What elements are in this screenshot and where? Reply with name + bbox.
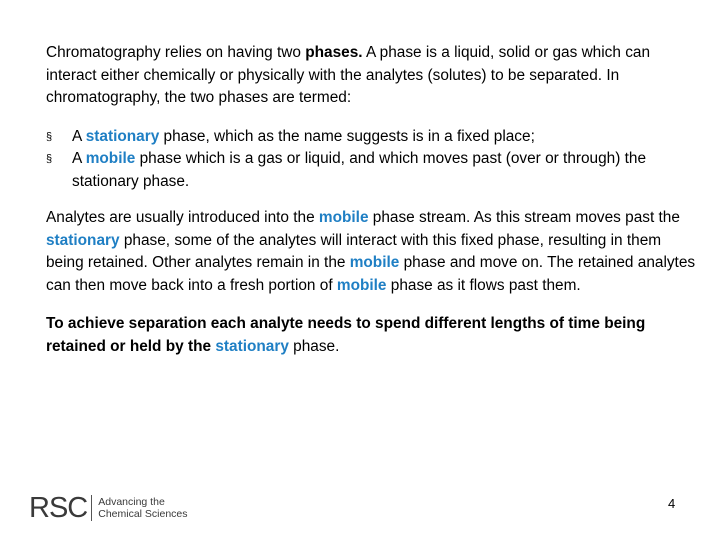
logo-divider (91, 495, 92, 521)
bullet-text: A (72, 127, 86, 145)
phases-term: phases. (305, 44, 363, 61)
logo-tagline (98, 496, 187, 520)
stationary-term: stationary (85, 127, 160, 145)
middle-text: phase, some of the analytes will interact with this fixed phase, resulting in them being retained. Other analytes remain in the (46, 231, 662, 271)
middle-text: Analytes are usually introduced into the (46, 209, 319, 226)
intro-text-1: Chromatography relies on having two (46, 44, 306, 61)
bullet-text: A (72, 150, 86, 167)
list-item-stationary (46, 126, 696, 149)
middle-paragraph (46, 207, 696, 297)
tagline-line-1: Advancing the (98, 496, 165, 508)
rsc-logo (29, 492, 188, 524)
middle-text: phase as it flows past them. (386, 276, 581, 294)
tagline-line-2: Chemical Sciences (98, 508, 188, 520)
conclusion-text: phase. (288, 337, 340, 355)
bullet-icon: § (46, 153, 53, 165)
conclusion-paragraph (46, 313, 696, 358)
mobile-term: mobile (349, 254, 400, 271)
slide-content (46, 42, 696, 358)
middle-text: phase stream. As this stream moves past the (368, 209, 680, 226)
logo-wordmark: RSC (29, 492, 88, 524)
bullet-text: phase which is a gas or liquid, and which moves past (over or through) the stationary phase. (72, 150, 647, 190)
intro-text-2: A phase is a liquid, solid or gas which can interact either chemically or physically with the analytes (solutes) to be separated. In chromatography, the two phases are termed: (46, 44, 651, 106)
bullet-text: phase, which as the name suggests is in a fixed place; (159, 127, 535, 145)
phase-list (46, 126, 696, 194)
conclusion-text: To achieve separation each analyte needs to spend different lengths of time being retained or held by the (46, 315, 646, 355)
mobile-term: mobile (318, 209, 369, 226)
mobile-term: mobile (336, 276, 387, 294)
intro-paragraph (46, 42, 696, 110)
list-item-mobile (46, 148, 696, 193)
mobile-term: mobile (85, 150, 136, 167)
stationary-term: stationary (215, 337, 289, 355)
middle-text: phase and move on. The retained analytes can then move back into a fresh portion of (46, 254, 696, 294)
page-number: 4 (668, 496, 676, 511)
bullet-icon: § (46, 130, 53, 143)
stationary-term: stationary (46, 231, 120, 249)
